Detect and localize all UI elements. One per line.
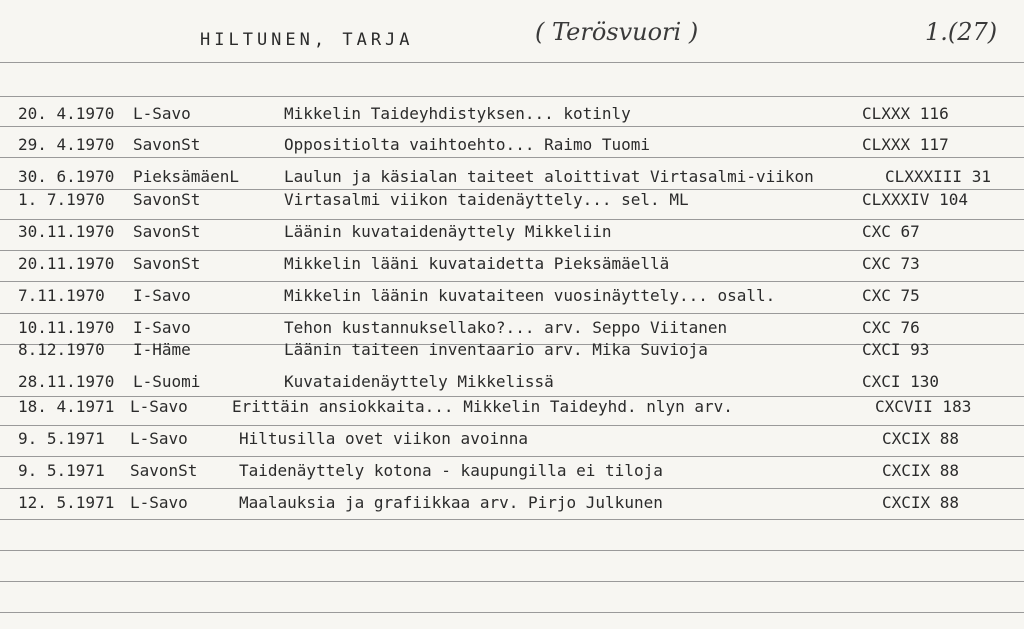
ruled-line [0,313,1024,314]
entry-title: Virtasalmi viikon taidenäyttely... sel. ML [284,190,689,209]
entry-newspaper: SavonSt [130,461,198,480]
ruled-line [0,62,1024,63]
entry-row [0,135,1024,157]
entry-reference: CXCIX 88 [882,429,960,448]
entry-title: Erittäin ansiokkaita... Mikkelin Taideyhd. nlyn arv. [232,397,733,416]
ruled-line [0,219,1024,220]
entry-title: Taidenäyttely kotona - kaupungilla ei tiloja [239,461,663,480]
entry-date: 20.11.1970 [18,254,115,273]
ruled-line [0,550,1024,551]
entry-date: 7.11.1970 [18,286,105,305]
entry-date: 9. 5.1971 [18,461,105,480]
entry-newspaper: I-Savo [133,286,191,305]
ruled-line [0,126,1024,127]
entry-date: 9. 5.1971 [18,429,105,448]
entry-row [0,461,1024,483]
ruled-line [0,581,1024,582]
entry-date: 18. 4.1971 [18,397,115,416]
entry-date: 10.11.1970 [18,318,115,337]
ruled-line [0,488,1024,489]
entry-date: 30.11.1970 [18,222,115,241]
entry-title: Mikkelin lääni kuvataidetta Pieksämäellä [284,254,670,273]
artist-name: HILTUNEN, TARJA [200,30,414,50]
ruled-line [0,157,1024,158]
entry-reference: CLXXXIV 104 [862,190,968,209]
entry-row [0,397,1024,419]
entry-newspaper: L-Suomi [133,372,201,391]
entry-date: 12. 5.1971 [18,493,115,512]
entry-title: Maalauksia ja grafiikkaa arv. Pirjo Julkunen [239,493,663,512]
entry-row [0,318,1024,340]
entry-row [0,190,1024,212]
entry-row [0,222,1024,244]
entry-title: Läänin taiteen inventaario arv. Mika Suvioja [284,340,708,359]
entry-title: Hiltusilla ovet viikon avoinna [239,429,528,448]
entry-date: 28.11.1970 [18,372,115,391]
entry-title: Mikkelin läänin kuvataiteen vuosinäyttely... osall. [284,286,776,305]
entry-date: 1. 7.1970 [18,190,105,209]
entry-reference: CXCI 130 [862,372,940,391]
entry-newspaper: SavonSt [133,254,201,273]
entry-reference: CXC 75 [862,286,920,305]
entry-newspaper: L-Savo [130,397,188,416]
entry-newspaper: L-Savo [133,104,191,123]
entry-reference: CXCI 93 [862,340,930,359]
entry-newspaper: I-Häme [133,340,191,359]
entry-newspaper: I-Savo [133,318,191,337]
entry-date: 8.12.1970 [18,340,105,359]
ruled-line [0,612,1024,613]
entry-title: Laulun ja käsialan taiteet aloittivat Virtasalmi-viikon [284,167,814,186]
entry-row [0,167,1024,189]
ruled-line [0,456,1024,457]
entry-row [0,340,1024,362]
entry-reference: CXCVII 183 [875,397,972,416]
entry-reference: CXCIX 88 [882,461,960,480]
entry-title: Tehon kustannuksellako?... arv. Seppo Viitanen [284,318,728,337]
entry-reference: CXCIX 88 [882,493,960,512]
entry-title: Oppositiolta vaihtoehto... Raimo Tuomi [284,135,651,154]
entry-reference: CLXXX 117 [862,135,949,154]
ruled-line [0,96,1024,97]
entry-newspaper: L-Savo [130,493,188,512]
handwritten-note: ( Terösvuori ) [535,18,699,46]
entry-newspaper: SavonSt [133,190,201,209]
entry-row [0,254,1024,276]
entry-newspaper: PieksämäenL [133,167,239,186]
entry-title: Kuvataidenäyttely Mikkelissä [284,372,554,391]
ruled-line [0,250,1024,251]
entry-newspaper: SavonSt [133,135,201,154]
entry-row [0,429,1024,451]
ruled-line [0,519,1024,520]
entry-newspaper: SavonSt [133,222,201,241]
entry-row [0,493,1024,515]
ruled-line [0,281,1024,282]
entry-reference: CXC 67 [862,222,920,241]
entry-reference: CLXXXIII 31 [885,167,991,186]
entry-row [0,286,1024,308]
card-header [0,14,1024,64]
ruled-line [0,425,1024,426]
entry-reference: CXC 76 [862,318,920,337]
entry-title: Läänin kuvataidenäyttely Mikkeliin [284,222,612,241]
entry-date: 29. 4.1970 [18,135,115,154]
entry-reference: CLXXX 116 [862,104,949,123]
entry-title: Mikkelin Taideyhdistyksen... kotinly [284,104,631,123]
entry-newspaper: L-Savo [130,429,188,448]
entry-row [0,104,1024,126]
entry-reference: CXC 73 [862,254,920,273]
entry-date: 20. 4.1970 [18,104,115,123]
entry-date: 30. 6.1970 [18,167,115,186]
card-number: 1.(27) [925,18,998,46]
entry-row [0,372,1024,394]
